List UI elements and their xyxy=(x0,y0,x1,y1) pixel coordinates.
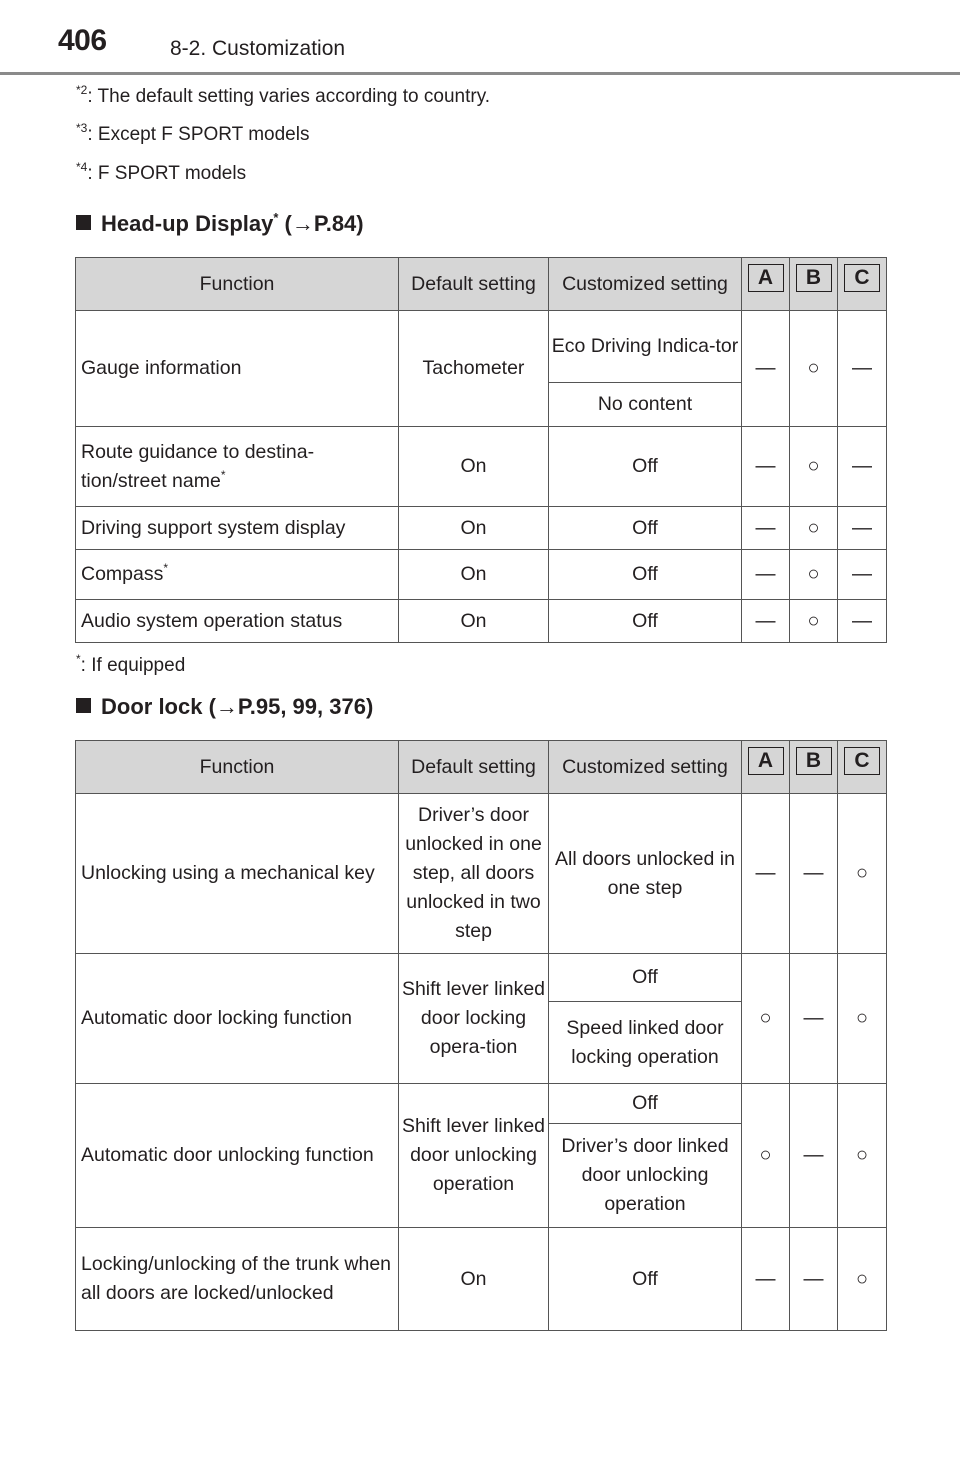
function-cell: Locking/unlocking of the trunk when all doors are locked/unlocked xyxy=(76,1228,399,1331)
default-cell: On xyxy=(399,427,549,507)
col-c: C xyxy=(838,258,887,311)
default-cell: On xyxy=(399,600,549,643)
default-cell: Shift lever linked door unlocking operation xyxy=(399,1084,549,1228)
custom-cell: Driver’s door linked door unlocking operation xyxy=(549,1124,742,1228)
custom-cell: No content xyxy=(549,383,742,427)
custom-cell: Speed linked door locking operation xyxy=(549,1002,742,1084)
function-cell: Gauge information xyxy=(76,311,399,427)
mark-b: — xyxy=(790,1084,838,1228)
table-row xyxy=(76,427,887,507)
table-row xyxy=(76,311,887,383)
custom-cell: Off xyxy=(549,954,742,1002)
hud-table xyxy=(75,257,887,643)
col-function: Function xyxy=(76,741,399,794)
mark-c: — xyxy=(838,550,887,600)
col-a: A xyxy=(742,258,790,311)
table-row xyxy=(76,954,887,1002)
table-row xyxy=(76,600,887,643)
default-cell: Tachometer xyxy=(399,311,549,427)
custom-cell: Off xyxy=(549,550,742,600)
mark-c: ○ xyxy=(838,954,887,1084)
mark-c: — xyxy=(838,311,887,427)
mark-b: ○ xyxy=(790,550,838,600)
section-title: 8-2. Customization xyxy=(170,37,346,60)
col-a: A xyxy=(742,741,790,794)
table-row xyxy=(76,1084,887,1124)
function-cell: Driving support system display xyxy=(76,507,399,550)
note-2: $^{*2}$: The default setting varies according to country. xyxy=(76,83,491,107)
door-lock-table xyxy=(75,740,887,1331)
header-rule xyxy=(0,72,960,75)
function-cell: Automatic door unlocking function xyxy=(76,1084,399,1228)
mark-a: ○ xyxy=(742,1084,790,1228)
note-4: $^{*4}$: F SPORT models xyxy=(76,160,247,184)
function-cell: Compass* xyxy=(76,550,399,600)
mark-c: — xyxy=(838,600,887,643)
col-customized: Customized setting xyxy=(549,258,742,311)
table-row xyxy=(76,794,887,954)
col-default: Default setting xyxy=(399,741,549,794)
default-cell: Driver’s door unlocked in one step, all doors unlocked in two step xyxy=(399,794,549,954)
mark-b: — xyxy=(790,954,838,1084)
mark-b: ○ xyxy=(790,311,838,427)
footnote-if-equipped: *: If equipped xyxy=(76,652,186,676)
page-number: 406 xyxy=(58,24,107,57)
col-c: C xyxy=(838,741,887,794)
mark-c: ○ xyxy=(838,1084,887,1228)
col-b: B xyxy=(790,741,838,794)
custom-cell: Off xyxy=(549,1084,742,1124)
function-cell: Audio system operation status xyxy=(76,600,399,643)
note-3: $^{*3}$: Except F SPORT models xyxy=(76,121,310,145)
table-header-row xyxy=(76,258,887,311)
door-lock-heading: Door lock (→P.95, 99, 376) xyxy=(76,694,373,720)
hud-heading: Head-up Display* (→P.84) xyxy=(76,211,364,237)
col-function: Function xyxy=(76,258,399,311)
custom-cell: Off xyxy=(549,427,742,507)
mark-b: ○ xyxy=(790,507,838,550)
mark-c: ○ xyxy=(838,794,887,954)
mark-a: — xyxy=(742,600,790,643)
table-row xyxy=(76,507,887,550)
mark-a: — xyxy=(742,507,790,550)
square-bullet-icon xyxy=(76,698,91,713)
custom-cell: Eco Driving Indica-tor xyxy=(549,311,742,383)
default-cell: On xyxy=(399,507,549,550)
mark-a: — xyxy=(742,427,790,507)
mark-b: ○ xyxy=(790,427,838,507)
mark-c: — xyxy=(838,427,887,507)
default-cell: On xyxy=(399,1228,549,1331)
mark-b: — xyxy=(790,794,838,954)
function-cell: Unlocking using a mechanical key xyxy=(76,794,399,954)
col-default: Default setting xyxy=(399,258,549,311)
square-bullet-icon xyxy=(76,215,91,230)
function-cell: Automatic door locking function xyxy=(76,954,399,1084)
mark-c: ○ xyxy=(838,1228,887,1331)
default-cell: On xyxy=(399,550,549,600)
mark-b: — xyxy=(790,1228,838,1331)
table-row xyxy=(76,1228,887,1331)
mark-a: — xyxy=(742,550,790,600)
custom-cell: Off xyxy=(549,1228,742,1331)
mark-b: ○ xyxy=(790,600,838,643)
col-b: B xyxy=(790,258,838,311)
col-customized: Customized setting xyxy=(549,741,742,794)
mark-c: — xyxy=(838,507,887,550)
custom-cell: All doors unlocked in one step xyxy=(549,794,742,954)
mark-a: — xyxy=(742,1228,790,1331)
table-row xyxy=(76,550,887,600)
function-cell: Route guidance to destina-tion/street name* xyxy=(76,427,399,507)
mark-a: ○ xyxy=(742,954,790,1084)
table-header-row xyxy=(76,741,887,794)
mark-a: — xyxy=(742,311,790,427)
default-cell: Shift lever linked door locking opera-tion xyxy=(399,954,549,1084)
custom-cell: Off xyxy=(549,507,742,550)
mark-a: — xyxy=(742,794,790,954)
custom-cell: Off xyxy=(549,600,742,643)
